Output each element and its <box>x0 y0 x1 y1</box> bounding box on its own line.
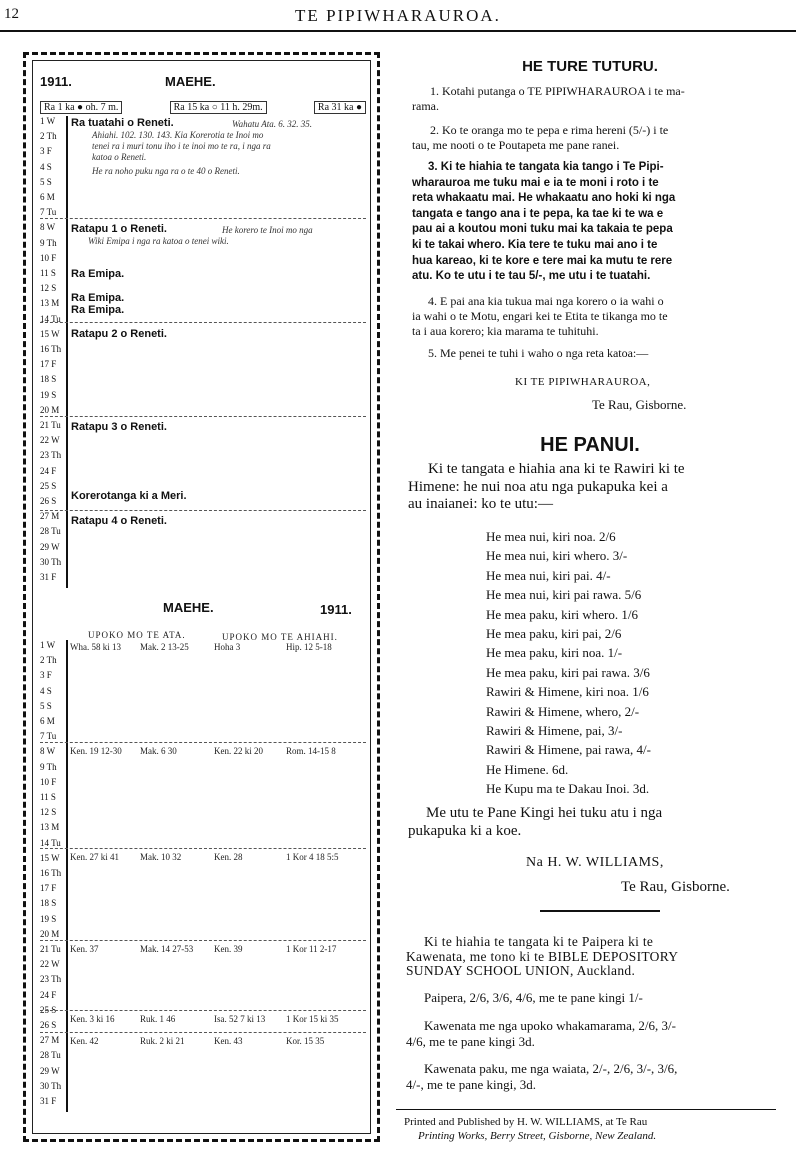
day-row: 27 M <box>40 511 60 522</box>
header-rule <box>0 30 796 32</box>
week-separator <box>40 510 366 511</box>
event-day-5: Ratapu 1 o Reneti. <box>71 223 167 235</box>
address-line-1: KI TE PIPIWHARAUROA, <box>515 376 651 388</box>
moon-phase-end: Ra 31 ka ● <box>314 101 366 114</box>
day-row: 30 Th <box>40 1080 62 1091</box>
bible-price-3-cont: 4/-, me te pane kingi, 3d. <box>406 1077 536 1092</box>
text-line: Ki te tangata e hiahia ana ki te Rawiri ki te <box>428 461 685 477</box>
reading-cell: Wha. 58 ki 13 <box>70 642 121 652</box>
day-row: 25 S <box>40 1004 57 1015</box>
reading-cell: 1 Kor 4 18 5:5 <box>286 852 339 862</box>
ture-rule-5: 5. Me penei te tuhi i waho o nga reta katoa:— <box>428 346 649 360</box>
text-line: Rawiri & Himene, pai, 3/- <box>486 723 623 738</box>
day-column-upper <box>40 116 68 586</box>
day-row: 29 W <box>40 1065 60 1076</box>
address-line-2: Te Rau, Gisborne. <box>592 397 687 412</box>
reading-cell: Ken. 39 <box>214 944 243 954</box>
day-row: 25 S <box>40 480 57 491</box>
week-separator <box>40 218 366 219</box>
signature-name: Na H. W. WILLIAMS, <box>526 855 664 870</box>
day-row: 8 W <box>40 746 56 757</box>
reading-cell: Kor. 15 35 <box>286 1036 325 1046</box>
text-line: He Himene. 6d. <box>486 761 569 777</box>
day-row: 26 S <box>40 496 57 506</box>
day-row: 19 S <box>40 913 57 924</box>
bible-price-2-cont: 4/6, me te pane kingi 3d. <box>406 1034 535 1049</box>
text-line: Me utu te Pane Kingi hei tuku atu i nga <box>426 805 663 821</box>
day-row: 9 Th <box>40 237 57 248</box>
day-row: 6 M <box>40 716 55 726</box>
calendar-inner-frame <box>32 60 371 1134</box>
day-row: 24 F <box>40 465 57 476</box>
day-row: 3 F <box>40 670 52 681</box>
day-row: 27 M <box>40 1035 60 1046</box>
day-row: 23 Th <box>40 450 62 461</box>
week-separator <box>40 940 366 941</box>
reading-cell: Mak. 6 30 <box>140 746 177 756</box>
day-row: 21 Tu <box>40 944 61 954</box>
text-line: Ki te hiahia te tangata ki te Paipera ki te <box>424 934 654 949</box>
bible-price-3: Kawenata paku, me nga waiata, 2/-, 2/6, 3/-, 3/6, <box>424 1061 678 1076</box>
text-line: hua kareao, ki te kore e tere mai ka mutu te rere <box>412 254 673 267</box>
day-column-lower <box>40 640 68 1110</box>
reading-cell: 1 Kor 15 ki 35 <box>286 1014 339 1024</box>
day-row: 2 Th <box>40 131 57 142</box>
day-row: 7 Tu <box>40 207 57 218</box>
day-row: 10 F <box>40 252 57 263</box>
bible-price-2: Kawenata me nga upoko whakamarama, 2/6, 3/- <box>424 1018 676 1033</box>
text-line: ki te takai whero. Kia tere te tuku mai ano i te <box>412 239 658 251</box>
week-separator <box>40 322 366 323</box>
day-row: 16 Th <box>40 868 62 878</box>
week-separator <box>40 848 366 849</box>
reading-cell: Ken. 28 <box>214 852 243 862</box>
day-row: 15 W <box>40 852 60 863</box>
reading-cell: Ken. 42 <box>70 1036 99 1046</box>
day-row: 10 F <box>40 776 57 787</box>
printer-line-1: Printed and Published by H. W. WILLIAMS, at Te Rau <box>404 1116 648 1128</box>
section-divider <box>540 910 660 912</box>
week-separator <box>40 1010 366 1011</box>
day-row: 11 S <box>40 792 56 802</box>
day-row: 13 M <box>40 822 60 833</box>
day-row: 18 S <box>40 374 57 385</box>
day-row: 12 S <box>40 807 57 818</box>
text-line: Rawiri & Himene, kiri noa. 1/6 <box>486 684 649 700</box>
day-row: 13 M <box>40 298 60 309</box>
text-line: SUNDAY SCHOOL UNION, Auckland. <box>406 963 636 978</box>
day-row: 3 F <box>40 146 52 157</box>
event-day-1-note: Ahiahi. 102. 130. 143. Kia Korerotia te Inoi mo <box>92 130 264 140</box>
day-row: 28 Tu <box>40 526 61 537</box>
reading-cell: Ken. 22 ki 20 <box>214 746 263 756</box>
day-row: 4 S <box>40 685 52 696</box>
reading-cell: Mak. 14 27-53 <box>140 944 194 954</box>
text-line: He mea nui, kiri pai. 4/- <box>486 567 611 583</box>
text-line: 3. Ki te hiahia te tangata kia tango i Te Pipi- <box>428 161 664 173</box>
readings-month: MAEHE. <box>163 600 214 615</box>
day-row: 12 S <box>40 283 57 294</box>
text-line: atu. Ko te utu i te tau 5/-, me utu i te tuatahi. <box>412 270 651 283</box>
reading-cell: Isa. 52 7 ki 13 <box>214 1014 266 1024</box>
day-row: 11 S <box>40 268 56 278</box>
ture-rule-2-cont: tau, me nooti o te Poutapeta me pane ranei. <box>412 138 620 152</box>
text-line: tangata e tango ana i te pepa, ka tae ki te wa e <box>412 207 664 220</box>
day-row: 7 Tu <box>40 731 57 742</box>
reading-cell: Ken. 37 <box>70 944 99 954</box>
day-row: 2 Th <box>40 655 57 666</box>
reading-cell: Mak. 2 13-25 <box>140 642 189 652</box>
event-day-8: Ra Emipa. <box>71 268 125 280</box>
text-line: He mea paku, kiri noa. 1/- <box>486 645 623 661</box>
event-day-1-note: He ra noho puku nga ra o te 40 o Reneti. <box>92 166 240 176</box>
ture-rule-1: 1. Kotahi putanga o TE PIPIWHARAUROA i te ma- <box>430 84 685 98</box>
event-day-1-reference: Wahatu Ata. 6. 32. 35. <box>232 119 313 129</box>
event-day-5-note: Wiki Emipa i nga ra katoa o tenei wiki. <box>88 236 229 246</box>
day-row: 17 F <box>40 883 57 894</box>
day-row: 22 W <box>40 959 60 970</box>
day-row: 23 Th <box>40 974 62 985</box>
text-line: He mea nui, kiri noa. 2/6 <box>486 529 616 544</box>
day-row: 5 S <box>40 700 52 711</box>
day-row: 31 F <box>40 1096 57 1106</box>
signature-place: Te Rau, Gisborne. <box>621 879 730 895</box>
reading-cell: Ruk. 1 46 <box>140 1014 176 1024</box>
calendar-year: 1911. <box>40 74 72 89</box>
event-day-26: Ratapu 4 o Reneti. <box>71 515 167 527</box>
reading-cell: Hoha 3 <box>214 642 241 652</box>
morning-lessons-heading: UPOKO MO TE ATA. <box>88 630 186 640</box>
text-line: pau ai a koutou moni tuku mai ka takaia te pepa <box>412 223 673 236</box>
reading-cell: Rom. 14-15 8 <box>286 746 336 756</box>
week-separator <box>40 742 366 743</box>
day-row: 28 Tu <box>40 1050 61 1061</box>
printer-line-2: Printing Works, Berry Street, Gisborne, New Zealand. <box>418 1130 657 1142</box>
calendar-month: MAEHE. <box>165 74 216 89</box>
page-title: TE PIPIWHARAUROA. <box>295 6 501 25</box>
day-row: 1 W <box>40 116 56 126</box>
text-line: He mea nui, kiri whero. 3/- <box>486 548 628 564</box>
day-row: 21 Tu <box>40 420 61 430</box>
ture-rule-2: 2. Ko te oranga mo te pepa e rima hereni (5/-) i te <box>430 123 669 137</box>
reading-cell: Ken. 19 12-30 <box>70 746 122 756</box>
event-day-12: Ratapu 2 o Reneti. <box>71 328 167 340</box>
day-row: 19 S <box>40 389 57 400</box>
panui-heading: HE PANUI. <box>540 434 640 456</box>
text-line: au inaianei: ko te utu:— <box>408 496 553 512</box>
reading-cell: Mak. 10 32 <box>140 852 182 862</box>
day-row: 1 W <box>40 640 56 650</box>
footer-rule <box>396 1109 776 1110</box>
day-row: 26 S <box>40 1020 57 1030</box>
day-row: 15 W <box>40 328 60 339</box>
day-row: 14 Tu <box>40 837 61 848</box>
event-day-19: Ratapu 3 o Reneti. <box>71 421 167 433</box>
day-row: 30 Th <box>40 556 62 567</box>
reading-cell: Hip. 12 5-18 <box>286 642 332 652</box>
day-row: 31 F <box>40 572 57 582</box>
ture-rule-1-cont: rama. <box>412 99 439 113</box>
moon-phase-full: Ra 15 ka ○ 11 h. 29m. <box>170 101 267 114</box>
text-line: Rawiri & Himene, pai rawa, 4/- <box>486 742 651 758</box>
text-line: He mea nui, kiri pai rawa. 5/6 <box>486 587 642 603</box>
day-row: 6 M <box>40 192 55 202</box>
reading-cell: 1 Kor 11 2-17 <box>286 944 337 954</box>
text-line: ta i aua korero; kia marama te tuhituhi. <box>412 324 599 338</box>
reading-cell: Ken. 3 ki 16 <box>70 1014 115 1024</box>
day-row: 24 F <box>40 989 57 1000</box>
reading-cell: Ken. 27 ki 41 <box>70 852 119 862</box>
day-row: 18 S <box>40 898 57 909</box>
event-day-1-note: tenei ra i muri tonu iho i te inoi mo te ra, i nga ra <box>92 141 271 151</box>
event-day-1: Ra tuatahi o Reneti. <box>71 117 174 129</box>
text-line: He mea paku, kiri pai rawa. 3/6 <box>486 664 650 680</box>
text-line: Kawenata, me tono ki te BIBLE DEPOSITORY <box>406 948 679 964</box>
event-day-5-note: He korero te Inoi mo nga <box>222 225 313 235</box>
event-day-11: Ra Emipa. <box>71 304 125 316</box>
day-divider-lower <box>66 640 68 1112</box>
moon-phase-new: Ra 1 ka ● oh. 7 m. <box>40 101 122 114</box>
text-line: 4. E pai ana kia tukua mai nga korero o ia wahi o <box>428 294 664 308</box>
day-divider-upper <box>66 116 68 588</box>
text-line: Rawiri & Himene, whero, 2/- <box>486 703 640 719</box>
day-row: 8 W <box>40 222 56 233</box>
text-line: He Kupu ma te Dakau Inoi. 3d. <box>486 781 650 797</box>
event-day-1-note: katoa o Reneti. <box>92 152 147 162</box>
ture-heading: HE TURE TUTURU. <box>522 58 658 75</box>
text-line: ia wahi o te Motu, engari kei te Etita te tikanga mo te <box>412 309 668 323</box>
day-row: 14 Tu <box>40 313 61 324</box>
day-row: 20 M <box>40 928 60 939</box>
text-line: He mea paku, kiri whero. 1/6 <box>486 606 638 622</box>
evening-lessons-heading: UPOKO MO TE AHIAHI. <box>222 632 338 642</box>
event-day-25: Korerotanga ki a Meri. <box>71 490 187 502</box>
text-line: pukapuka ki a koe. <box>408 822 522 839</box>
text-line: He mea paku, kiri pai, 2/6 <box>486 626 622 641</box>
day-row: 5 S <box>40 176 52 187</box>
day-row: 9 Th <box>40 761 57 772</box>
reading-cell: Ken. 43 <box>214 1036 243 1046</box>
day-row: 29 W <box>40 541 60 552</box>
event-day-10: Ra Emipa. <box>71 292 125 304</box>
week-separator <box>40 416 366 417</box>
text-line: wharauroa me tuku mai e ia te moni i roto i te <box>412 176 659 189</box>
day-row: 17 F <box>40 359 57 370</box>
week-separator <box>40 1032 366 1033</box>
day-row: 20 M <box>40 404 60 415</box>
text-line: reta whakaatu mai. He whakaatu ano hoki ki nga <box>412 192 676 205</box>
text-line: Himene: he nui noa atu nga pukapuka kei a <box>408 478 668 495</box>
day-row: 22 W <box>40 435 60 446</box>
moon-phases <box>40 101 366 114</box>
bible-price-1: Paipera, 2/6, 3/6, 4/6, me te pane kingi 1/- <box>424 990 643 1005</box>
readings-year: 1911. <box>320 602 352 617</box>
page-number: 12 <box>4 6 19 22</box>
day-row: 4 S <box>40 161 52 172</box>
reading-cell: Ruk. 2 ki 21 <box>140 1036 185 1046</box>
day-row: 16 Th <box>40 344 62 354</box>
